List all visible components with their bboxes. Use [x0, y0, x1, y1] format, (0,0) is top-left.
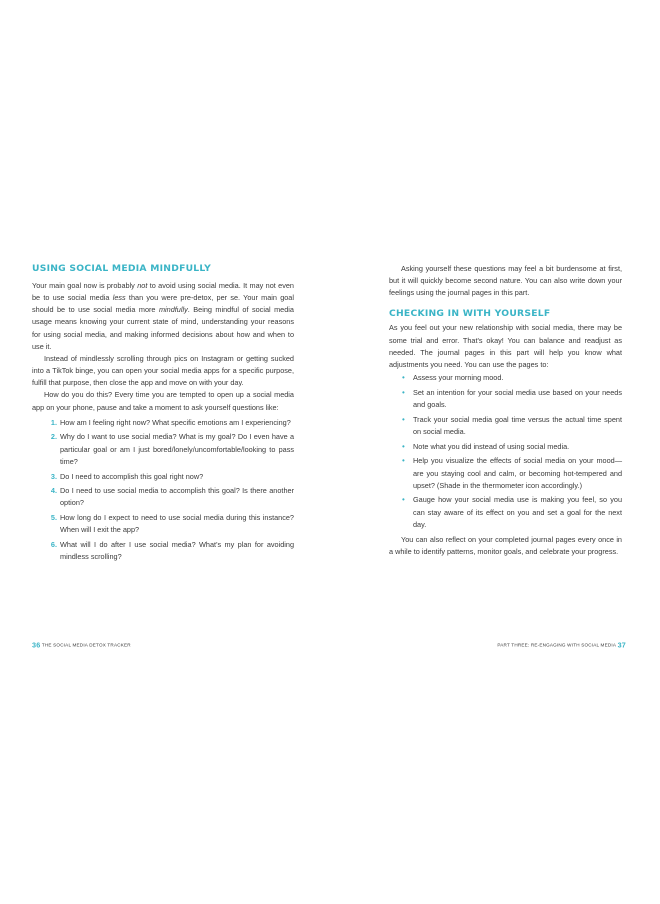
left-paragraph-1: Your main goal now is probably not to avoid using social media. It may not even be to use social media less than you were pre-detox, per se. Your main goal should be to use social media more mindfully. Being mindful of social media usage means knowing your current state of mind, understanding your reasons for using social media, and making informed decisions about how and when to use it.	[32, 281, 294, 351]
section-heading-checking-in: CHECKING IN WITH YOURSELF	[389, 308, 551, 320]
bullet-item: • Set an intention for your social media use based on your needs and goals.	[402, 387, 622, 409]
running-title-left: THE SOCIAL MEDIA DETOX TRACKER	[41, 642, 131, 648]
left-paragraph-3: How do you do this? Every time you are tempted to open up a social media app on your phone, pause and take a moment to ask yourself questions like:	[32, 390, 294, 412]
bullet-icon: •	[402, 495, 405, 505]
question-item: 2. Why do I want to use social media? What is my goal? Do I even have a particular goal or am I just bored/lonely/uncomfortable/looking to pass time?	[50, 432, 294, 466]
section-heading-mindfully: USING SOCIAL MEDIA MINDFULLY	[32, 263, 211, 274]
right-page	[389, 263, 622, 558]
bullet-item: • Assess your morning mood.	[413, 372, 622, 384]
page-number-left: 36	[32, 640, 41, 650]
bullet-item: • Gauge how your social media use is making you feel, so you can stay aware of its effect on you and set a goal for the next day.	[402, 495, 622, 529]
left-footer	[32, 640, 131, 649]
left-page	[32, 263, 294, 566]
right-paragraph-3: You can also reflect on your completed journal pages every once in a while to identify patterns, monitor goals, and celebrate your progress.	[389, 534, 622, 556]
left-paragraph-2: Instead of mindlessly scrolling through pics on Instagram or getting sucked into a TikTok binge, you can open your social media apps for a specific purpose, fulfill that purpose, then close the app and move on with your day.	[32, 353, 294, 388]
bullet-icon: •	[402, 456, 405, 466]
bullet-list	[389, 372, 622, 531]
page-number-right: 37	[617, 640, 626, 650]
bullet-icon: •	[402, 387, 405, 397]
bullet-icon: •	[402, 441, 405, 451]
bullet-item: • Track your social media goal time versus the actual time spent on social media.	[402, 414, 622, 436]
bullet-icon: •	[402, 414, 405, 424]
running-title-right: PART THREE: RE-ENGAGING WITH SOCIAL MEDIA	[497, 642, 617, 648]
right-paragraph-1: Asking yourself these questions may feel a bit burdensome at first, but it will quickly become second nature. You can also write down your feelings using the journal pages in this part.	[389, 264, 622, 298]
bullet-item: • Help you visualize the effects of social media on your mood—are you staying cool and calm, or becoming hot-tempered and upset? (Shade in the thermometer icon accordingly.)	[402, 456, 622, 490]
bullet-item: • Note what you did instead of using social media.	[413, 441, 622, 453]
right-footer	[497, 640, 626, 649]
question-item: 3. Do I need to accomplish this goal right now?	[50, 471, 204, 481]
question-item: 5. How long do I expect to need to use social media during this instance? When will I exit the app?	[50, 513, 294, 535]
question-item: 1. How am I feeling right now? What specific emotions am I experiencing?	[50, 417, 291, 427]
bullet-icon: •	[402, 373, 405, 383]
question-list	[32, 417, 294, 564]
question-item: 4. Do I need to use social media to accomplish this goal? Is there another option?	[50, 486, 294, 508]
right-paragraph-2: As you feel out your new relationship with social media, there may be some trial and error. That's okay! You can balance and readjust as needed. The journal pages in this part will help you know what adjustments you need. You can use the pages to:	[389, 323, 622, 369]
question-item: 6. What will I do after I use social media? What's my plan for avoiding mindless scrolling?	[50, 540, 294, 562]
